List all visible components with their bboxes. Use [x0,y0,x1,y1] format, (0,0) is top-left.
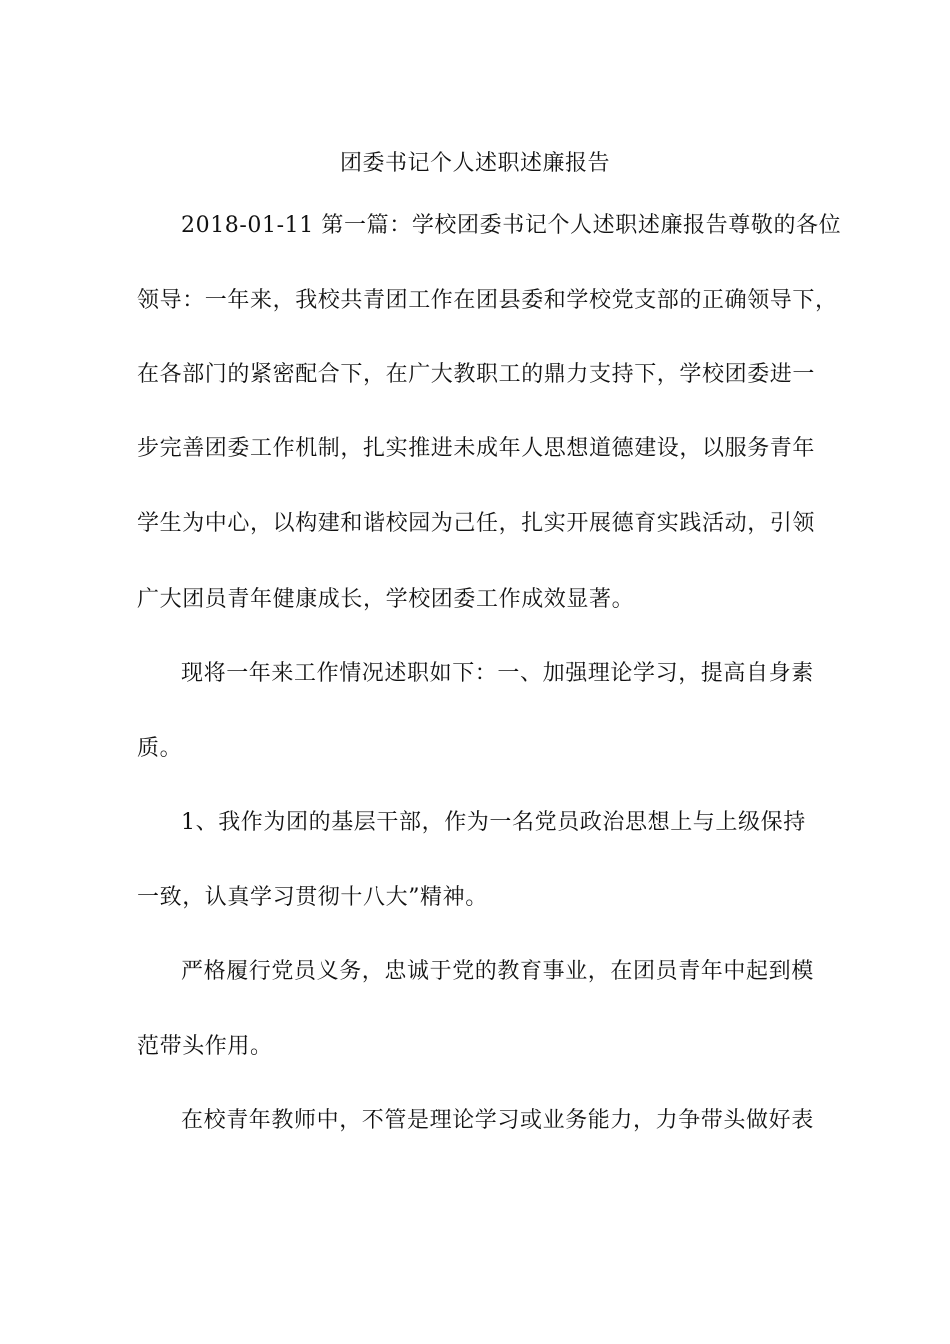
paragraph-line: 范带头作用。 [137,1034,273,1059]
paragraph-line: 质。 [137,736,183,761]
paragraph-line: 领导：一年来，我校共青团工作在团县委和学校党支部的正确领导下， [137,288,838,313]
paragraph-line: 严格履行党员义务，忠诚于党的教育事业，在团员青年中起到模 [181,959,814,984]
paragraph-line: 现将一年来工作情况述职如下：一、加强理论学习，提高自身素 [181,661,814,686]
paragraph-line: 广大团员青年健康成长，学校团委工作成效显著。 [137,587,635,612]
paragraph-line: 在各部门的紧密配合下，在广大教职工的鼎力支持下，学校团委进一 [137,362,816,387]
document-title: 团委书记个人述职述廉报告 [339,151,610,176]
paragraph-line: 步完善团委工作机制，扎实推进未成年人思想道德建设，以服务青年 [137,436,816,461]
paragraph-line: 1、我作为团的基层干部，作为一名党员政治思想上与上级保持 [181,810,806,835]
paragraph-line: 一致，认真学习贯彻十八大”精神。 [137,885,488,910]
paragraph-line: 学生为中心，以构建和谐校园为己任，扎实开展德育实践活动，引领 [137,511,816,536]
paragraph-line: 2018-01-11 第一篇：学校团委书记个人述职述廉报告尊敬的各位 [181,213,842,238]
paragraph-line: 在校青年教师中，不管是理论学习或业务能力，力争带头做好表 [181,1108,814,1133]
